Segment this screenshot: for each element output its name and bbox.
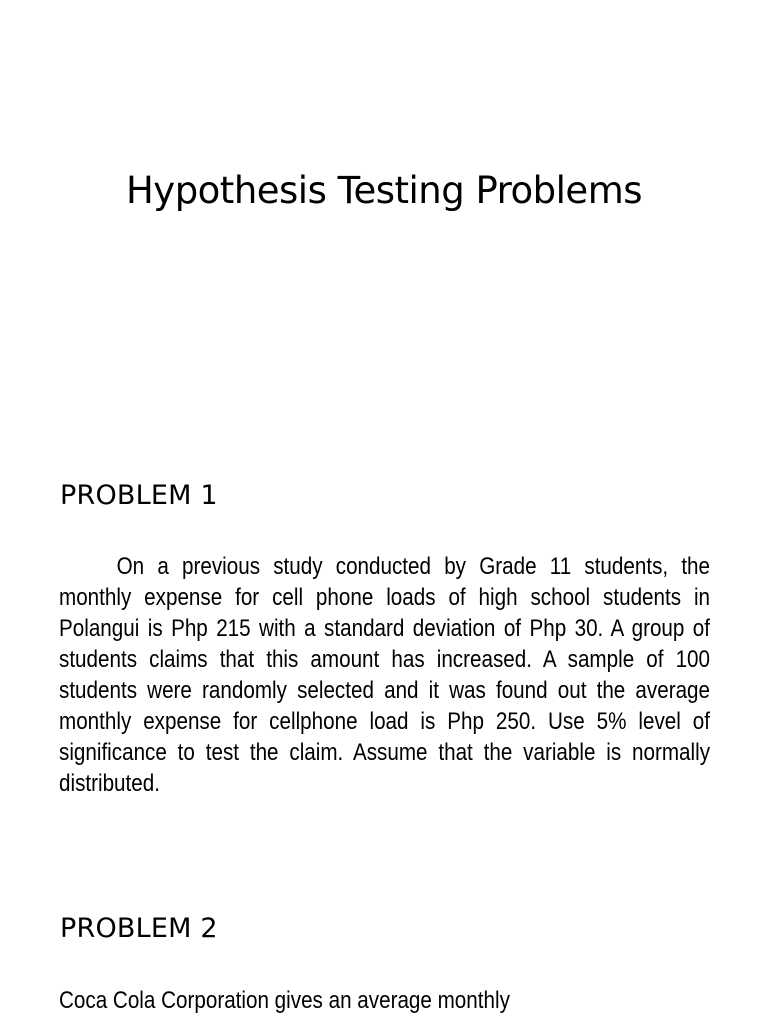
problem-2-text: Coca Cola Corporation gives an average monthly [59, 987, 510, 1014]
page-title: Hypothesis Testing Problems [125, 169, 643, 212]
problem-1-text: On a previous study conducted by Grade 11 students, the monthly expense for cell phone loads of high school students in Polangui is Php 215 with a standard deviation of Php 30. A group of students claims that this amount has increased. A sample of 100 students were randomly selected and it was found out the average monthly expense for cellphone load is Php 250. Use 5% level of significance to test the claim. Assume that the variable is normally distributed. [59, 553, 711, 797]
problem-1-heading: PROBLEM 1 [60, 480, 218, 511]
problem-2-heading: PROBLEM 2 [60, 913, 218, 944]
